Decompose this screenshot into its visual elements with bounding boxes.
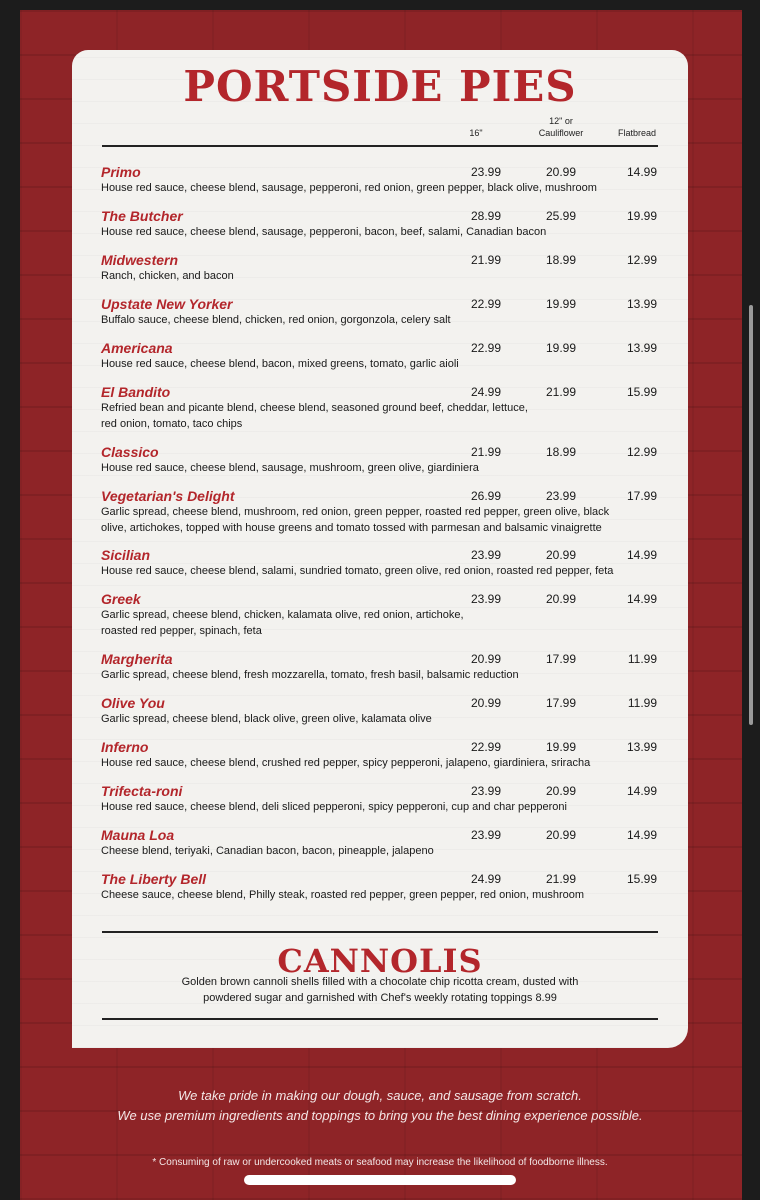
menu-item-price-3: 17.99 — [626, 488, 657, 503]
menu-item-price-3: 12.99 — [626, 444, 657, 459]
menu-item-price-1: 23.99 — [470, 783, 501, 798]
menu-item-name: Classico — [101, 443, 159, 460]
menu-item-price-3: 14.99 — [626, 592, 657, 606]
menu-item-description: House red sauce, cheese blend, sausage, mushroom, green olive, giardiniera — [101, 461, 479, 474]
menu-item-name: Primo — [101, 164, 141, 180]
cannolis-description-line-2: powdered sugar and garnished with Chef's weekly rotating toppings 8.99 — [203, 992, 557, 1004]
menu-item-description: House red sauce, cheese blend, crushed red pepper, spicy pepperoni, jalapeno, giardiniera, sriracha — [101, 756, 591, 769]
column-header-flatbread: Flatbread — [617, 128, 657, 138]
menu-item-price-3: 15.99 — [626, 871, 657, 886]
menu-item-price-1: 23.99 — [470, 165, 501, 179]
cannolis-description-line-1: Golden brown cannoli shells filled with a chocolate chip ricotta cream, dusted with — [181, 976, 579, 988]
menu-item-name: The Liberty Bell — [101, 870, 207, 887]
menu-item-price-3: 14.99 — [626, 548, 657, 562]
menu-item-price-2: 20.99 — [545, 548, 576, 562]
foodborne-disclaimer: * Consuming of raw or undercooked meats or seafood may increase the likelihood of foodborne illness. — [152, 1157, 608, 1168]
menu-item-description: House red sauce, cheese blend, bacon, mixed greens, tomato, garlic aioli — [101, 358, 459, 370]
menu-item-description: House red sauce, cheese blend, sausage, pepperoni, red onion, green pepper, black olive, mushroom — [101, 182, 597, 194]
menu-item-price-1: 23.99 — [470, 548, 501, 562]
menu-item-price-1: 23.99 — [470, 827, 501, 842]
menu-item-price-3: 14.99 — [626, 165, 657, 179]
menu-item-price-3: 13.99 — [626, 341, 657, 355]
menu-item-description: Garlic spread, cheese blend, black olive, green olive, kalamata olive — [101, 712, 432, 725]
menu-item-description: House red sauce, cheese blend, salami, sundried tomato, green olive, red onion, roasted red pepper, feta — [101, 565, 614, 577]
menu-item-price-2: 19.99 — [545, 739, 576, 754]
cannolis-title: CANNOLIS — [277, 942, 483, 980]
menu-item-price-1: 24.99 — [470, 871, 501, 886]
menu-item-price-3: 13.99 — [626, 739, 657, 754]
menu-item-description-line-2: olive, artichokes, topped with house greens and tomato tossed with parmesan and balsamic vinaigrette — [101, 521, 602, 534]
menu-item-price-1: 22.99 — [470, 341, 501, 355]
menu-item-price-1: 26.99 — [470, 488, 501, 503]
menu-item-name: Margherita — [101, 650, 173, 667]
menu-item-price-2: 20.99 — [545, 783, 576, 798]
menu-item-description-line-2: roasted red pepper, spinach, feta — [101, 625, 262, 637]
menu-item-name: El Bandito — [101, 384, 171, 400]
menu-item-price-1: 21.99 — [470, 444, 501, 459]
menu-item-description: Cheese sauce, cheese blend, Philly steak, roasted red pepper, green pepper, red onion, mushroom — [101, 888, 585, 901]
footer-tagline-2: We use premium ingredients and toppings to bring you the best dining experience possible. — [117, 1108, 643, 1123]
menu-item-description: Buffalo sauce, cheese blend, chicken, red onion, gorgonzola, celery salt — [101, 314, 451, 326]
menu-item-price-1: 28.99 — [470, 209, 501, 223]
header-divider — [102, 145, 658, 147]
menu-item-price-2: 23.99 — [545, 488, 576, 503]
menu-item-price-3: 13.99 — [626, 297, 657, 311]
menu-item-description: Garlic spread, cheese blend, fresh mozzarella, tomato, fresh basil, balsamic reduction — [101, 668, 519, 681]
menu-item-price-1: 23.99 — [470, 592, 501, 606]
menu-item-price-1: 20.99 — [470, 651, 501, 666]
menu-item-name: Inferno — [101, 738, 149, 755]
cannolis-top-divider — [102, 931, 658, 933]
menu-item-name: Americana — [101, 340, 173, 356]
menu-item-price-1: 22.99 — [470, 297, 501, 311]
menu-item-price-1: 24.99 — [470, 385, 501, 399]
menu-item-price-2: 18.99 — [545, 253, 576, 267]
menu-item-price-3: 19.99 — [626, 209, 657, 223]
column-header-12-cauliflower: 12" or Cauliflower — [538, 116, 584, 138]
scrollbar[interactable] — [749, 305, 753, 725]
menu-item-price-1: 22.99 — [470, 739, 501, 754]
menu-item-price-2: 20.99 — [545, 827, 576, 842]
menu-item-name: The Butcher — [101, 208, 183, 224]
menu-item-price-1: 21.99 — [470, 253, 501, 267]
menu-item-price-3: 14.99 — [626, 783, 657, 798]
menu-item-description: Garlic spread, cheese blend, chicken, kalamata olive, red onion, artichoke, — [101, 609, 464, 621]
menu-item-price-2: 17.99 — [545, 695, 576, 710]
menu-item-name: Greek — [101, 591, 141, 607]
home-indicator[interactable] — [244, 1175, 516, 1185]
menu-item-price-2: 18.99 — [545, 444, 576, 459]
menu-item-price-2: 19.99 — [545, 341, 576, 355]
menu-item-description: Refried bean and picante blend, cheese blend, seasoned ground beef, cheddar, lettuce, — [101, 402, 528, 414]
menu-item-description: Garlic spread, cheese blend, mushroom, red onion, green pepper, roasted red pepper, green olive, black — [101, 505, 610, 518]
menu-item-description: Cheese blend, teriyaki, Canadian bacon, bacon, pineapple, jalapeno — [101, 844, 434, 857]
menu-item-price-2: 20.99 — [545, 592, 576, 606]
menu-item-price-3: 12.99 — [626, 253, 657, 267]
menu-item-price-3: 14.99 — [626, 827, 657, 842]
menu-item-name: Olive You — [101, 694, 165, 711]
menu-item-name: Upstate New Yorker — [101, 296, 233, 312]
cannolis-description — [0, 974, 760, 1006]
menu-item-price-3: 15.99 — [626, 385, 657, 399]
footer-tagline-1: We take pride in making our dough, sauce, and sausage from scratch. — [178, 1088, 582, 1103]
menu-item-price-3: 11.99 — [627, 651, 657, 666]
menu-item-description: Ranch, chicken, and bacon — [101, 270, 234, 282]
menu-item-price-2: 21.99 — [545, 871, 576, 886]
column-header-16: 16" — [469, 128, 483, 138]
menu-item-name: Sicilian — [101, 547, 151, 563]
menu-item-description: House red sauce, cheese blend, sausage, pepperoni, bacon, beef, salami, Canadian bacon — [101, 226, 547, 238]
menu-item-name: Trifecta-roni — [101, 782, 183, 799]
cannolis-bottom-divider — [102, 1018, 658, 1020]
menu-item-price-3: 11.99 — [627, 695, 657, 710]
menu-item-description: House red sauce, cheese blend, deli sliced pepperoni, spicy pepperoni, cup and char pepperoni — [101, 800, 567, 813]
menu-item-price-2: 21.99 — [545, 385, 576, 399]
menu-item-price-2: 19.99 — [545, 297, 576, 311]
menu-item-name: Vegetarian's Delight — [101, 487, 235, 504]
menu-item-name: Mauna Loa — [101, 826, 175, 843]
menu-item-description-line-2: red onion, tomato, taco chips — [101, 418, 243, 430]
menu-item-price-2: 25.99 — [545, 209, 576, 223]
menu-item-price-1: 20.99 — [470, 695, 501, 710]
menu-item-price-2: 17.99 — [545, 651, 576, 666]
menu-title: PORTSIDE PIES — [183, 62, 577, 111]
menu-item-name: Midwestern — [101, 252, 179, 268]
menu-item-price-2: 20.99 — [545, 165, 576, 179]
